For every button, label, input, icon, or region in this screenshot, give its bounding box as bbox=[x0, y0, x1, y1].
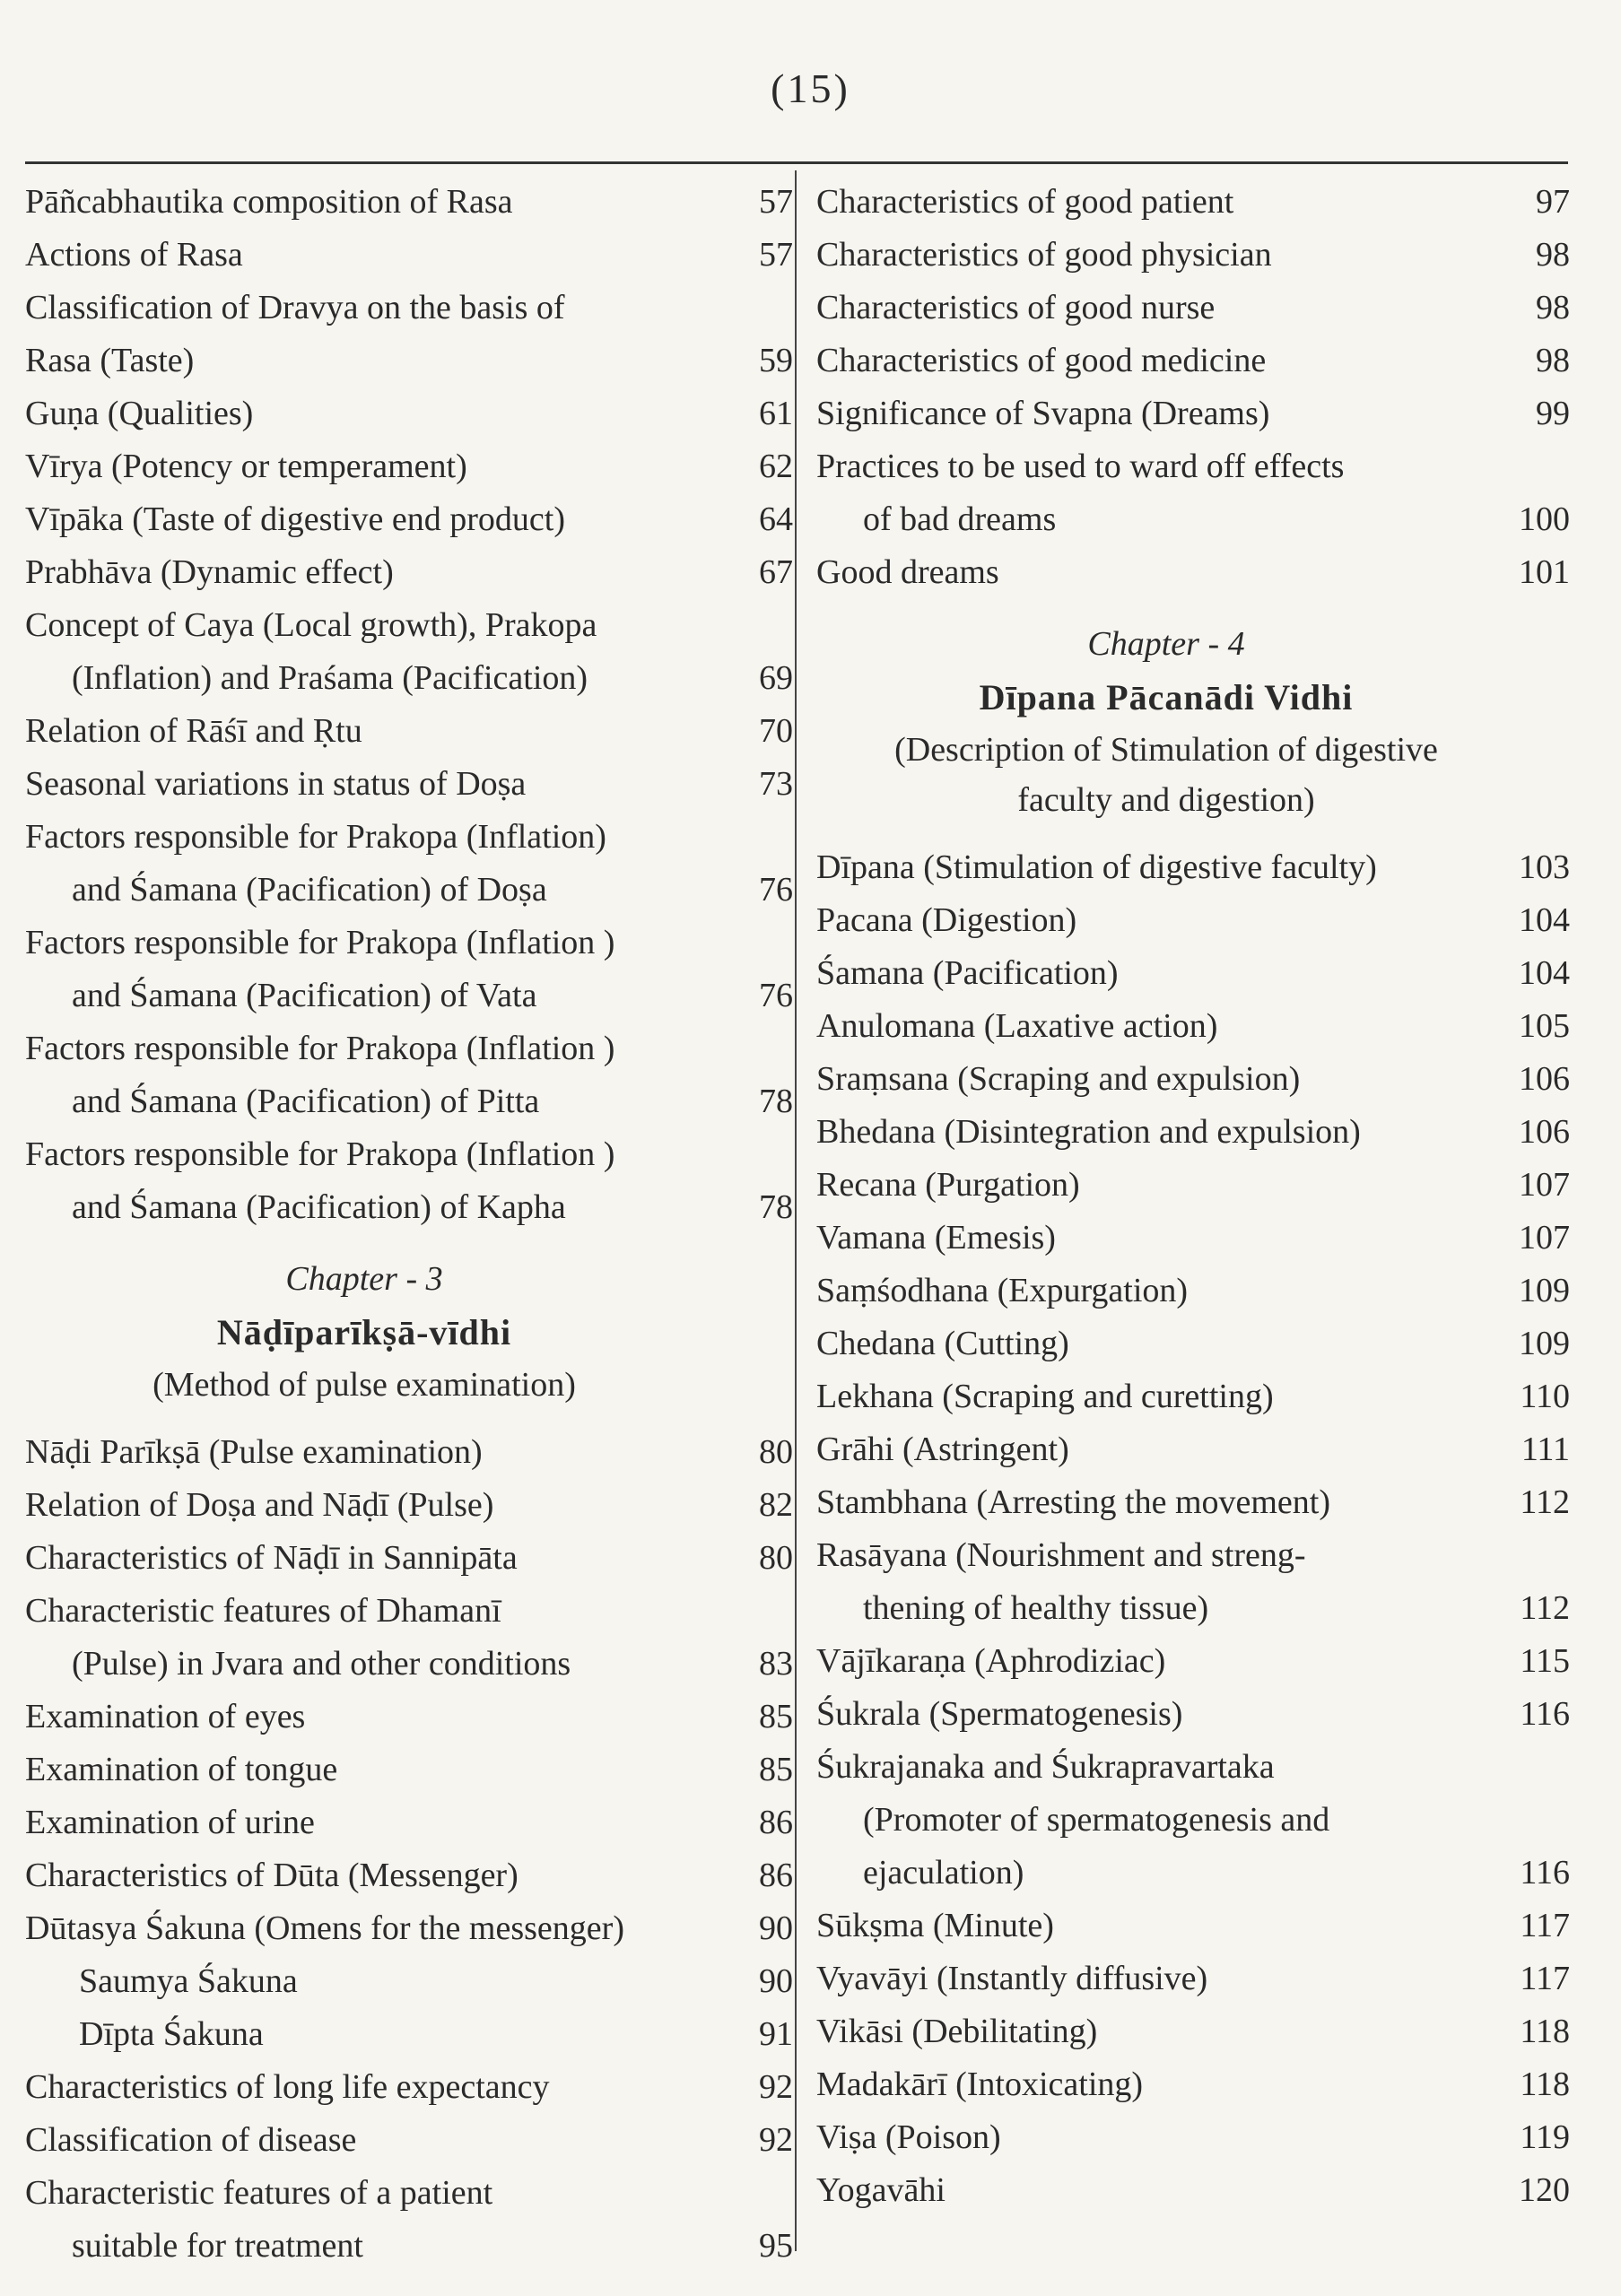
left-entries-b bbox=[25, 1426, 793, 2273]
toc-entry-title bbox=[25, 1796, 793, 1849]
toc-entry-title-line: Characteristics of long life expectancy bbox=[25, 2068, 550, 2106]
toc-entry-title bbox=[25, 1532, 793, 1585]
chapter-description bbox=[816, 725, 1516, 825]
toc-entry bbox=[816, 1000, 1570, 1053]
toc-entry-page: 69 bbox=[759, 659, 793, 697]
chapter-3-heading bbox=[25, 1252, 793, 1410]
toc-entry-title bbox=[816, 1741, 1570, 1900]
toc-entry-title-line: of bad dreams bbox=[863, 500, 1057, 538]
toc-entry bbox=[25, 1955, 793, 2008]
toc-entry-page: 98 bbox=[1536, 289, 1570, 326]
toc-entry-title-line: Anulomana (Laxative action) bbox=[816, 1007, 1218, 1045]
toc-entry-title-line: Dūtasya Śakuna (Omens for the messenger) bbox=[25, 1909, 624, 1947]
toc-entry-title bbox=[816, 1318, 1570, 1370]
toc-entry bbox=[25, 2114, 793, 2167]
toc-entry-page: 100 bbox=[1519, 500, 1570, 538]
toc-entry-page: 85 bbox=[759, 1698, 793, 1735]
toc-entry-title-line: Sūkṣma (Minute) bbox=[816, 1907, 1054, 1944]
toc-entry-title-line: suitable for treatment bbox=[72, 2227, 363, 2265]
chapter-title: Dīpana Pācanādi Vidhi bbox=[979, 677, 1354, 718]
toc-entry-title-line: Seasonal variations in status of Doṣa bbox=[25, 765, 527, 803]
toc-entry-title-line: Classification of disease bbox=[25, 2121, 357, 2159]
toc-entry-title bbox=[816, 947, 1570, 1000]
toc-entry-page: 83 bbox=[759, 1645, 793, 1683]
toc-entry bbox=[25, 1128, 793, 1234]
toc-entry-title bbox=[25, 176, 793, 229]
toc-entry-title-line: Pāñcabhautika composition of Rasa bbox=[25, 183, 513, 221]
toc-entry-title-line: Viṣa (Poison) bbox=[816, 2118, 1001, 2156]
toc-entry-page: 104 bbox=[1519, 954, 1570, 992]
toc-entry-page: 109 bbox=[1519, 1272, 1570, 1309]
toc-entry-title-line: Guṇa (Qualities) bbox=[25, 395, 254, 432]
toc-entry-title bbox=[25, 599, 793, 705]
toc-entry-title-line: Concept of Caya (Local growth), Prakopa bbox=[25, 606, 597, 644]
toc-entry-title bbox=[816, 2164, 1570, 2217]
toc-entry-title bbox=[25, 440, 793, 493]
toc-entry bbox=[816, 1635, 1570, 1688]
toc-entry-title bbox=[816, 335, 1570, 387]
toc-entry-title bbox=[816, 387, 1570, 440]
toc-entry bbox=[816, 1265, 1570, 1318]
toc-entry-title-line: Rasa (Taste) bbox=[25, 342, 195, 379]
toc-entry bbox=[816, 1318, 1570, 1370]
toc-entry-page: 57 bbox=[759, 183, 793, 221]
toc-entry-page: 112 bbox=[1520, 1483, 1570, 1521]
toc-entry-title bbox=[816, 176, 1570, 229]
toc-entry bbox=[25, 282, 793, 387]
toc-entry-page: 120 bbox=[1519, 2171, 1570, 2209]
toc-entry bbox=[25, 758, 793, 811]
toc-entry-title bbox=[816, 1053, 1570, 1106]
toc-entry-title-line: Factors responsible for Prakopa (Inflation ) bbox=[25, 1135, 615, 1173]
toc-entry-title-line: (Promoter of spermatogenesis and bbox=[863, 1801, 1330, 1839]
toc-entry bbox=[25, 229, 793, 282]
toc-entry-title bbox=[25, 493, 793, 546]
toc-entry-title-line: Examination of tongue bbox=[25, 1751, 338, 1788]
toc-entry bbox=[816, 841, 1570, 894]
toc-entry-page: 110 bbox=[1520, 1378, 1570, 1415]
toc-entry bbox=[816, 1741, 1570, 1900]
toc-entry-page: 99 bbox=[1536, 395, 1570, 432]
toc-entry-title bbox=[816, 894, 1570, 947]
toc-entry bbox=[816, 1212, 1570, 1265]
toc-entry-title-line: Relation of Doṣa and Nāḍī (Pulse) bbox=[25, 1486, 494, 1524]
toc-entry-title bbox=[25, 1585, 793, 1691]
toc-entry-page: 62 bbox=[759, 448, 793, 485]
toc-entry-page: 98 bbox=[1536, 342, 1570, 379]
toc-entry-title-line: Good dreams bbox=[816, 553, 999, 591]
toc-entry-title bbox=[816, 1635, 1570, 1688]
toc-entry-page: 82 bbox=[759, 1486, 793, 1524]
toc-entry-title bbox=[816, 1265, 1570, 1318]
toc-entry-title bbox=[25, 1128, 793, 1234]
toc-entry-title-line: Dīpana (Stimulation of digestive faculty) bbox=[816, 848, 1377, 886]
toc-entry-page: 98 bbox=[1536, 236, 1570, 274]
toc-entry bbox=[25, 1022, 793, 1128]
toc-entry-page: 57 bbox=[759, 236, 793, 274]
toc-entry-page: 101 bbox=[1519, 553, 1570, 591]
toc-entry-title-line: Grāhi (Astringent) bbox=[816, 1431, 1069, 1468]
toc-entry-title-line: and Śamana (Pacification) of Vata bbox=[72, 977, 537, 1014]
toc-entry-title-line: (Pulse) in Jvara and other conditions bbox=[72, 1645, 571, 1683]
toc-entry bbox=[816, 1952, 1570, 2005]
toc-entry-title-line: Characteristics of Dūta (Messenger) bbox=[25, 1857, 519, 1894]
toc-entry-page: 111 bbox=[1521, 1431, 1570, 1468]
toc-entry-page: 107 bbox=[1519, 1219, 1570, 1257]
toc-entry-title bbox=[816, 2111, 1570, 2164]
toc-entry-page: 85 bbox=[759, 1751, 793, 1788]
toc-entry-title bbox=[816, 1212, 1570, 1265]
toc-entry-page: 92 bbox=[759, 2068, 793, 2106]
toc-entry bbox=[25, 2008, 793, 2061]
toc-entry-title-line: ejaculation) bbox=[863, 1854, 1024, 1892]
toc-entry-title-line: and Śamana (Pacification) of Doṣa bbox=[72, 871, 547, 909]
chapter-description-line-1: (Description of Stimulation of digestive bbox=[894, 731, 1438, 769]
toc-entry-title bbox=[25, 758, 793, 811]
chapter-title: Nāḍīparīkṣā-vīdhi bbox=[216, 1312, 512, 1352]
toc-entry-title bbox=[25, 2114, 793, 2167]
toc-entry-title-line: Prabhāva (Dynamic effect) bbox=[25, 553, 394, 591]
toc-entry-title bbox=[816, 1476, 1570, 1529]
toc-entry-title-line: and Śamana (Pacification) of Pitta bbox=[72, 1083, 540, 1120]
toc-entry-title-line: Vikāsi (Debilitating) bbox=[816, 2013, 1098, 2050]
toc-entry-title bbox=[25, 705, 793, 758]
left-column bbox=[25, 176, 793, 2273]
toc-entry-page: 117 bbox=[1520, 1907, 1570, 1944]
toc-entry bbox=[816, 2164, 1570, 2217]
toc-entry bbox=[25, 387, 793, 440]
toc-entry bbox=[816, 1159, 1570, 1212]
toc-entry bbox=[25, 1902, 793, 1955]
toc-entry bbox=[816, 2058, 1570, 2111]
toc-entry bbox=[816, 2005, 1570, 2058]
toc-entry-page: 95 bbox=[759, 2227, 793, 2265]
toc-entry-title-line: Relation of Rāśī and Ṛtu bbox=[25, 712, 362, 750]
toc-entry-page: 117 bbox=[1520, 1960, 1570, 1997]
column-divider bbox=[795, 170, 797, 2251]
toc-entry-title-line: Śukrajanaka and Śukrapravartaka bbox=[816, 1748, 1275, 1786]
toc-entry-title-line: Characteristics of good patient bbox=[816, 183, 1234, 221]
toc-entry bbox=[25, 176, 793, 229]
toc-entry-page: 106 bbox=[1519, 1113, 1570, 1151]
toc-entry bbox=[816, 440, 1570, 546]
toc-entry-title-line: Characteristic features of a patient bbox=[25, 2174, 493, 2212]
toc-entry-page: 103 bbox=[1519, 848, 1570, 886]
toc-entry-title bbox=[25, 546, 793, 599]
toc-entry-title bbox=[25, 2061, 793, 2114]
toc-entry-title-line: Saṃśodhana (Expurgation) bbox=[816, 1272, 1189, 1309]
toc-entry-title-line: Sraṃsana (Scraping and expulsion) bbox=[816, 1060, 1301, 1098]
toc-entry-title bbox=[816, 282, 1570, 335]
right-entries-a bbox=[816, 176, 1570, 599]
toc-entry-title bbox=[816, 1106, 1570, 1159]
toc-entry bbox=[816, 229, 1570, 282]
toc-entry-title-line: Bhedana (Disintegration and expulsion) bbox=[816, 1113, 1361, 1151]
toc-entry-page: 106 bbox=[1519, 1060, 1570, 1098]
toc-entry bbox=[25, 1744, 793, 1796]
toc-entry-title-line: Pacana (Digestion) bbox=[816, 901, 1077, 939]
toc-entry bbox=[816, 176, 1570, 229]
toc-entry-title-line: Vamana (Emesis) bbox=[816, 1219, 1056, 1257]
chapter-label: Chapter - 3 bbox=[285, 1260, 443, 1298]
toc-entry-title-line: Yogavāhi bbox=[816, 2171, 946, 2209]
toc-entry bbox=[816, 2111, 1570, 2164]
toc-entry-page: 70 bbox=[759, 712, 793, 750]
toc-entry-title-line: Dīpta Śakuna bbox=[79, 2015, 264, 2053]
toc-entry-title bbox=[816, 1688, 1570, 1741]
toc-entry-title bbox=[25, 229, 793, 282]
toc-entry bbox=[816, 947, 1570, 1000]
toc-entry-title bbox=[25, 1744, 793, 1796]
toc-entry-page: 64 bbox=[759, 500, 793, 538]
toc-entry-title bbox=[816, 1900, 1570, 1952]
toc-entry-title-line: Lekhana (Scraping and curetting) bbox=[816, 1378, 1274, 1415]
toc-entry-page: 86 bbox=[759, 1857, 793, 1894]
toc-entry bbox=[25, 1426, 793, 1479]
toc-entry-page: 76 bbox=[759, 871, 793, 909]
toc-entry-title-line: Stambhana (Arresting the movement) bbox=[816, 1483, 1331, 1521]
toc-entry-title-line: Recana (Purgation) bbox=[816, 1166, 1080, 1204]
toc-entry-page: 86 bbox=[759, 1804, 793, 1841]
toc-entry bbox=[816, 1476, 1570, 1529]
toc-entry-title bbox=[25, 1955, 793, 2008]
toc-entry-title-line: Practices to be used to ward off effects bbox=[816, 448, 1345, 485]
toc-entry bbox=[816, 1106, 1570, 1159]
toc-entry-title-line: Śukrala (Spermatogenesis) bbox=[816, 1695, 1183, 1733]
toc-entry-title bbox=[25, 1479, 793, 1532]
left-entries-a bbox=[25, 176, 793, 1234]
toc-entry-title-line: Characteristics of good medicine bbox=[816, 342, 1267, 379]
toc-entry-title-line: Examination of eyes bbox=[25, 1698, 306, 1735]
toc-entry bbox=[25, 2061, 793, 2114]
toc-entry-title-line: Characteristics of good physician bbox=[816, 236, 1272, 274]
toc-entry-page: 119 bbox=[1520, 2118, 1570, 2156]
toc-entry-title-line: thening of healthy tissue) bbox=[863, 1589, 1209, 1627]
toc-entry bbox=[816, 546, 1570, 599]
toc-entry-page: 105 bbox=[1519, 1007, 1570, 1045]
toc-entry-page: 90 bbox=[759, 1909, 793, 1947]
toc-entry-title bbox=[816, 2058, 1570, 2111]
toc-entry bbox=[25, 493, 793, 546]
toc-entry-title-line: Vājīkaraṇa (Aphrodiziac) bbox=[816, 1642, 1166, 1680]
toc-entry bbox=[25, 1691, 793, 1744]
chapter-4-heading bbox=[816, 617, 1570, 825]
toc-entry-page: 109 bbox=[1519, 1325, 1570, 1362]
toc-entry-page: 90 bbox=[759, 1962, 793, 2000]
toc-entry bbox=[816, 1900, 1570, 1952]
toc-entry bbox=[25, 1796, 793, 1849]
toc-entry bbox=[25, 917, 793, 1022]
toc-entry bbox=[25, 811, 793, 917]
right-entries-b bbox=[816, 841, 1570, 2217]
toc-entry-page: 97 bbox=[1536, 183, 1570, 221]
toc-entry bbox=[816, 282, 1570, 335]
toc-entry bbox=[25, 599, 793, 705]
toc-entry-title bbox=[25, 1426, 793, 1479]
toc-entry-title-line: Vīpāka (Taste of digestive end product) bbox=[25, 500, 565, 538]
toc-entry-title bbox=[25, 2008, 793, 2061]
toc-entry-title bbox=[25, 1849, 793, 1902]
toc-entry-title-line: Actions of Rasa bbox=[25, 236, 243, 274]
toc-entry-title bbox=[25, 1022, 793, 1128]
toc-entry-title bbox=[816, 1159, 1570, 1212]
toc-entry bbox=[816, 387, 1570, 440]
toc-entry-title-line: Vyavāyi (Instantly diffusive) bbox=[816, 1960, 1208, 1997]
toc-entry-page: 91 bbox=[759, 2015, 793, 2053]
page-number: (15) bbox=[771, 65, 850, 111]
toc-entry bbox=[816, 894, 1570, 947]
toc-entry-title bbox=[816, 2005, 1570, 2058]
toc-entry-title-line: Rasāyana (Nourishment and streng- bbox=[816, 1536, 1306, 1574]
toc-entry-page: 80 bbox=[759, 1433, 793, 1471]
toc-entry-page: 80 bbox=[759, 1539, 793, 1577]
toc-entry-page: 61 bbox=[759, 395, 793, 432]
toc-entry-title-line: and Śamana (Pacification) of Kapha bbox=[72, 1188, 566, 1226]
toc-entry-page: 115 bbox=[1520, 1642, 1570, 1680]
toc-entry bbox=[25, 546, 793, 599]
toc-entry-page: 107 bbox=[1519, 1166, 1570, 1204]
toc-entry-page: 112 bbox=[1520, 1589, 1570, 1627]
chapter-label: Chapter - 4 bbox=[1087, 625, 1245, 663]
toc-entry-title-line: (Inflation) and Praśama (Pacification) bbox=[72, 659, 588, 697]
toc-entry-title bbox=[816, 440, 1570, 546]
toc-entry-page: 59 bbox=[759, 342, 793, 379]
toc-entry-title-line: Characteristics of good nurse bbox=[816, 289, 1216, 326]
toc-entry-title bbox=[816, 1000, 1570, 1053]
toc-entry-page: 76 bbox=[759, 977, 793, 1014]
toc-entry-title-line: Vīrya (Potency or temperament) bbox=[25, 448, 467, 485]
toc-entry-title-line: Significance of Svapna (Dreams) bbox=[816, 395, 1270, 432]
toc-entry-title bbox=[25, 1902, 793, 1955]
toc-entry-title-line: Śamana (Pacification) bbox=[816, 954, 1119, 992]
toc-entry-title bbox=[816, 546, 1570, 599]
toc-entry-title bbox=[25, 387, 793, 440]
chapter-description-line-2: faculty and digestion) bbox=[1017, 781, 1315, 819]
toc-entry-title bbox=[25, 811, 793, 917]
toc-entry bbox=[25, 1849, 793, 1902]
toc-entry-page: 73 bbox=[759, 765, 793, 803]
toc-entry-title-line: Chedana (Cutting) bbox=[816, 1325, 1069, 1362]
toc-entry-title-line: Factors responsible for Prakopa (Inflation) bbox=[25, 818, 606, 856]
toc-entry bbox=[25, 2167, 793, 2273]
toc-entry-title-line: Examination of urine bbox=[25, 1804, 315, 1841]
toc-entry-title bbox=[25, 2167, 793, 2273]
toc-entry-title-line: Madakārī (Intoxicating) bbox=[816, 2066, 1144, 2103]
toc-entry bbox=[816, 1688, 1570, 1741]
chapter-description: (Method of pulse examination) bbox=[153, 1366, 576, 1404]
toc-entry-title-line: Nāḍi Parīkṣā (Pulse examination) bbox=[25, 1433, 483, 1471]
toc-entry-page: 92 bbox=[759, 2121, 793, 2159]
toc-entry-title-line: Factors responsible for Prakopa (Inflation ) bbox=[25, 1030, 615, 1067]
toc-entry-page: 116 bbox=[1520, 1695, 1570, 1733]
toc-entry-title bbox=[816, 841, 1570, 894]
toc-entry-page: 67 bbox=[759, 553, 793, 591]
toc-entry-title-line: Classification of Dravya on the basis of bbox=[25, 289, 565, 326]
toc-entry-page: 118 bbox=[1520, 2066, 1570, 2103]
toc-entry bbox=[816, 1529, 1570, 1635]
right-column bbox=[816, 176, 1570, 2217]
toc-entry-title bbox=[816, 229, 1570, 282]
toc-entry-title bbox=[816, 1370, 1570, 1423]
toc-entry-page: 78 bbox=[759, 1188, 793, 1226]
toc-entry-title-line: Characteristics of Nāḍī in Sannipāta bbox=[25, 1539, 518, 1577]
toc-entry bbox=[25, 440, 793, 493]
toc-entry-title-line: Factors responsible for Prakopa (Inflation ) bbox=[25, 924, 615, 961]
header-rule bbox=[25, 161, 1568, 164]
toc-entry bbox=[25, 1532, 793, 1585]
toc-entry bbox=[25, 705, 793, 758]
toc-entry-title bbox=[25, 917, 793, 1022]
toc-entry bbox=[816, 335, 1570, 387]
toc-entry-title bbox=[25, 282, 793, 387]
toc-entry bbox=[816, 1423, 1570, 1476]
toc-entry bbox=[816, 1053, 1570, 1106]
toc-entry-page: 78 bbox=[759, 1083, 793, 1120]
toc-entry-title bbox=[816, 1529, 1570, 1635]
toc-entry-title bbox=[25, 1691, 793, 1744]
toc-entry bbox=[25, 1479, 793, 1532]
toc-entry-page: 116 bbox=[1520, 1854, 1570, 1892]
toc-entry-title bbox=[816, 1423, 1570, 1476]
toc-entry-title-line: Saumya Śakuna bbox=[79, 1962, 298, 2000]
toc-entry-title bbox=[816, 1952, 1570, 2005]
toc-entry bbox=[816, 1370, 1570, 1423]
toc-entry bbox=[25, 1585, 793, 1691]
toc-entry-title-line: Characteristic features of Dhamanī bbox=[25, 1592, 501, 1630]
toc-entry-page: 118 bbox=[1520, 2013, 1570, 2050]
toc-entry-page: 104 bbox=[1519, 901, 1570, 939]
